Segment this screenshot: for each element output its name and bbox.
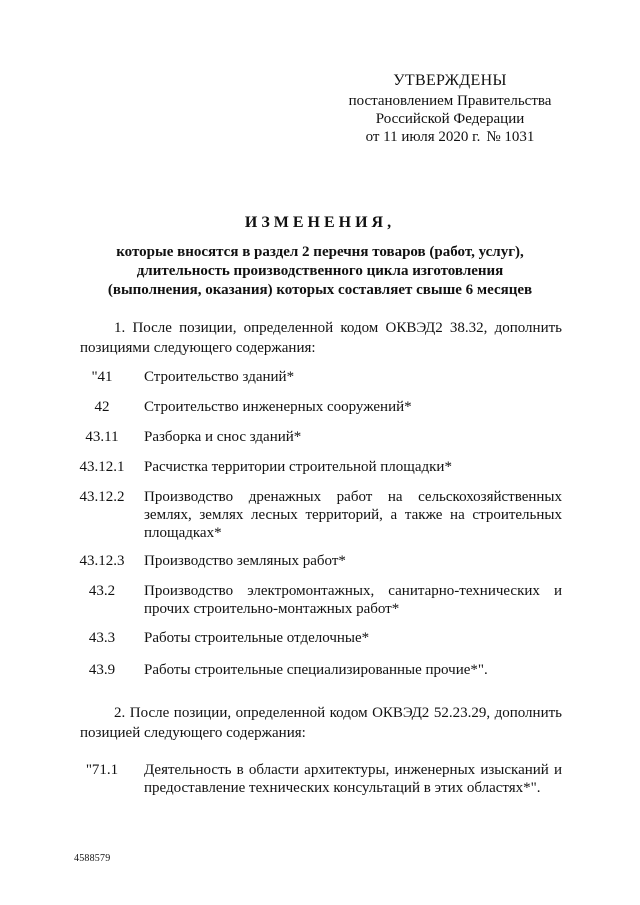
item-code: 43.12.2 — [79, 489, 125, 505]
item-description: Деятельность в области архитектуры, инженерных изысканий и предоставление технических консультаций в этих областях*". — [144, 762, 562, 796]
item-code: 43.9 — [88, 662, 116, 678]
section-1-paragraph — [80, 318, 562, 358]
item-code: 43.12.1 — [79, 459, 125, 475]
approval-heading: УТВЕРЖДЕНЫ — [393, 72, 507, 89]
item-description: Расчистка территории строительной площадки* — [144, 459, 452, 475]
section-1-line-2: позициями следующего содержания: — [80, 340, 316, 356]
item-code: 43.12.3 — [79, 553, 125, 569]
item-description: Строительство инженерных сооружений* — [144, 399, 412, 415]
document-id: 4588579 — [74, 853, 111, 864]
document-title: ИЗМЕНЕНИЯ, — [244, 214, 396, 231]
section-2-paragraph — [80, 703, 562, 743]
section-2-line-2: позицией следующего содержания: — [80, 725, 306, 741]
item-description: Производство дренажных работ на сельскохозяйственных землях, землях лесных территорий, а также на строительных площадках* — [144, 489, 562, 541]
subtitle-line: длительность производственного цикла изготовления — [136, 263, 504, 279]
approval-number: № 1031 — [486, 129, 535, 145]
item-description: Производство электромонтажных, санитарно-технических и прочих строительно-монтажных работ* — [144, 583, 562, 617]
item-description: Строительство зданий* — [144, 369, 295, 385]
item-code: "71.1 — [85, 762, 119, 778]
item-code: 43.3 — [88, 630, 116, 646]
section-1-line-1: 1. После позиции, определенной кодом ОКВЭД2 38.32, дополнить — [114, 320, 562, 336]
subtitle-line: (выполнения, оказания) которых составляет свыше 6 месяцев — [107, 282, 533, 298]
item-code: "41 — [91, 369, 113, 385]
approval-date-line — [340, 128, 560, 146]
item-description: Разборка и снос зданий* — [144, 429, 302, 445]
item-code: 43.2 — [88, 583, 116, 599]
item-code: 42 — [94, 399, 110, 415]
section-2-line-1: 2. После позиции, определенной кодом ОКВЭД2 52.23.29, дополнить — [114, 705, 562, 721]
item-description: Работы строительные отделочные* — [144, 630, 370, 646]
subtitle-line: которые вносятся в раздел 2 перечня товаров (работ, услуг), — [116, 244, 524, 260]
item-description: Производство земляных работ* — [144, 553, 346, 569]
document-subtitle — [80, 243, 560, 300]
approval-line-2: Российской Федерации — [375, 111, 525, 127]
item-code: 43.11 — [85, 429, 119, 445]
approval-date: от 11 июля 2020 г. — [365, 129, 481, 145]
approval-block — [340, 72, 560, 146]
approval-line-1: постановлением Правительства — [348, 93, 552, 109]
item-description: Работы строительные специализированные прочие*". — [144, 662, 488, 678]
